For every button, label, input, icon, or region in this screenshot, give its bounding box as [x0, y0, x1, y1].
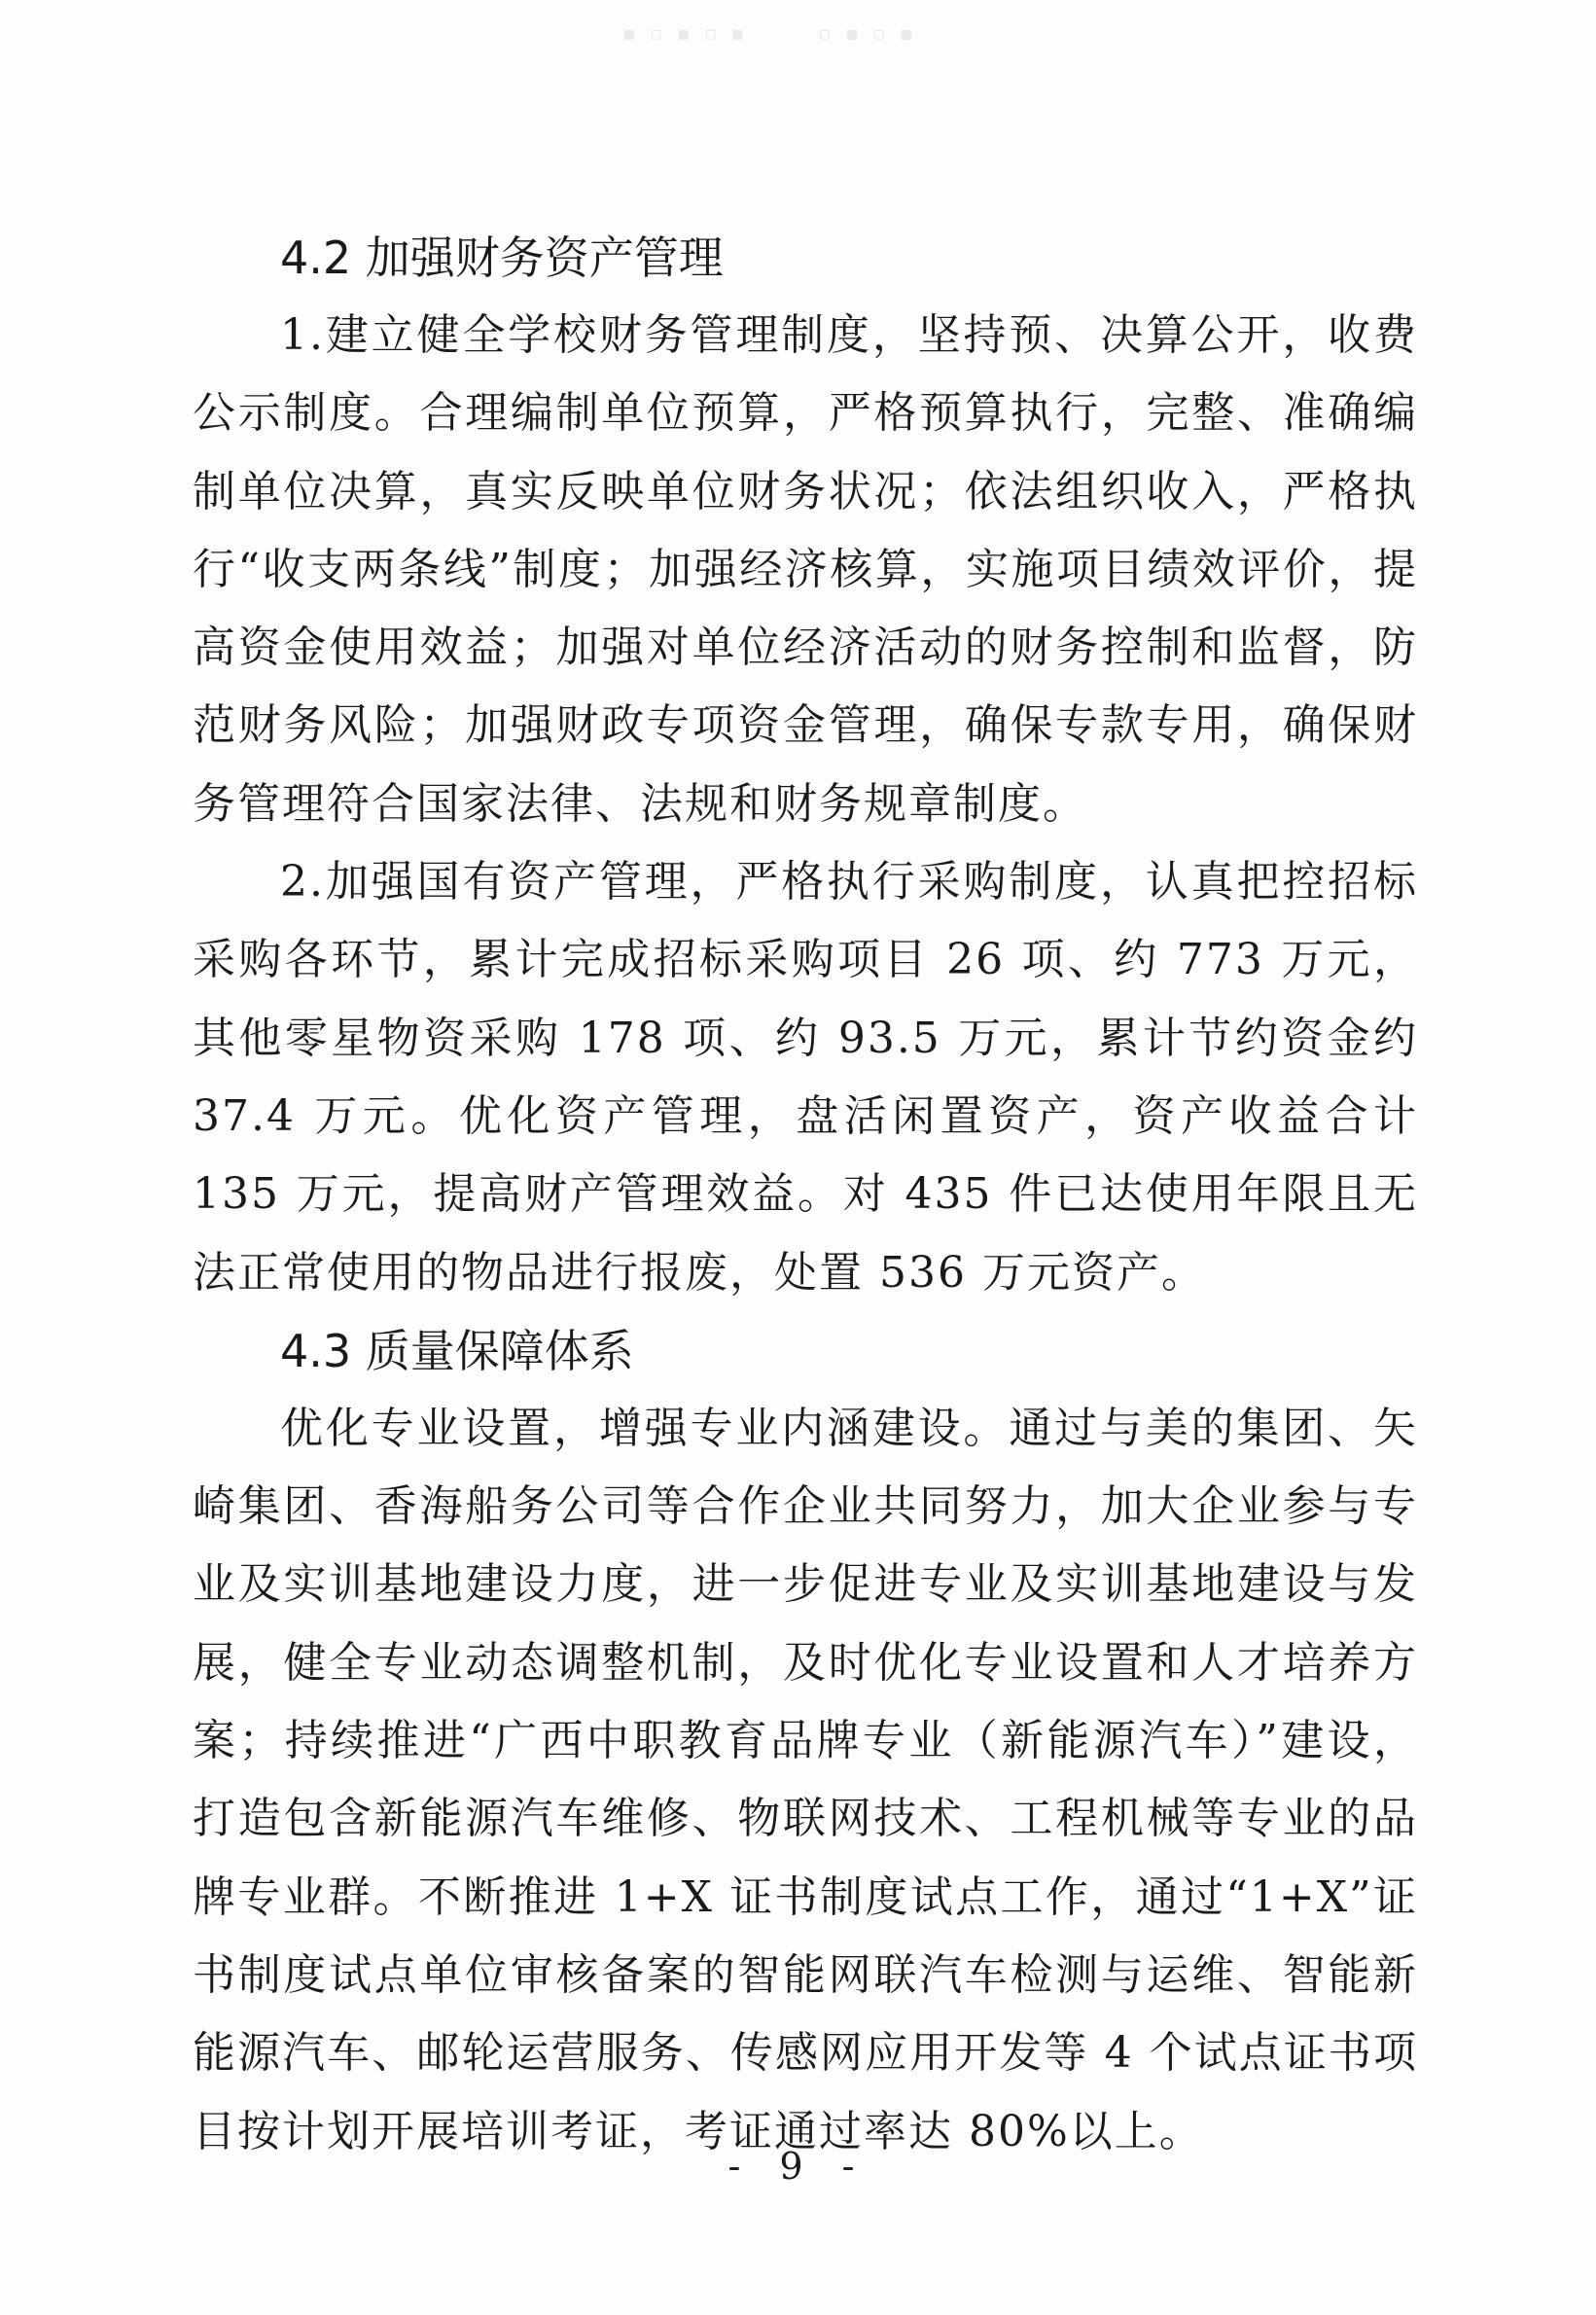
paragraph-quality-assurance: 优化专业设置，增强专业内涵建设。通过与美的集团、矢崎集团、香海船务公司等合作企业共同努力，加大企业参与专业及实训基地建设力度，进一步促进专业及实训基地建设与发展，健全专业动态调整机制，及时优化专业设置和人才培养方案；持续推进“广西中职教育品牌专业（新能源汽车）”建设，打造包含新能源汽车维修、物联网技术、工程机械等专业的品牌专业群。不断推进 1+X 证书制度试点工作，通过“1+X”证书制度试点单位审核备案的智能网联汽车检测与运维、智能新能源汽车、邮轮运营服务、传感网应用开发等 4 个试点证书项目按计划开展培训考证，考证通过率达 80%以上。	[193, 1403, 1418, 2156]
section-heading-4-2: 4.2 加强财务资产管理	[280, 232, 724, 284]
paragraph-asset-management: 2.加强国有资产管理，严格执行采购制度，认真把控招标采购各环节，累计完成招标采购项目 26 项、约 773 万元，其他零星物资采购 178 项、约 93.5 万元，累计节约资金约 37.4 万元。优化资产管理，盘活闲置资产，资产收益合计 135 万元，提高财产管理效益。对 435 件已达使用年限且无法正常使用的物品进行报废，处置 536 万元资产。	[193, 857, 1418, 1298]
paragraph-financial-management: 1.建立健全学校财务管理制度，坚持预、决算公开，收费公示制度。合理编制单位预算，严格预算执行，完整、准确编制单位决算，真实反映单位财务状况；依法组织收入，严格执行“收支两条线”制度；加强经济核算，实施项目绩效评价，提高资金使用效益；加强对单位经济活动的财务控制和监督，防范财务风险；加强财政专项资金管理，确保专款专用，确保财务管理符合国家法律、法规和财务规章制度。	[193, 310, 1418, 829]
page-number: - 9 -	[727, 2145, 869, 2188]
section-heading-4-3: 4.3 质量保障体系	[280, 1324, 634, 1377]
faint-header-marks: ▪ ▫ ▪ ▫ ▪ ▫ ▪ ▫ ▪	[622, 21, 917, 45]
document-body	[193, 219, 1418, 2171]
